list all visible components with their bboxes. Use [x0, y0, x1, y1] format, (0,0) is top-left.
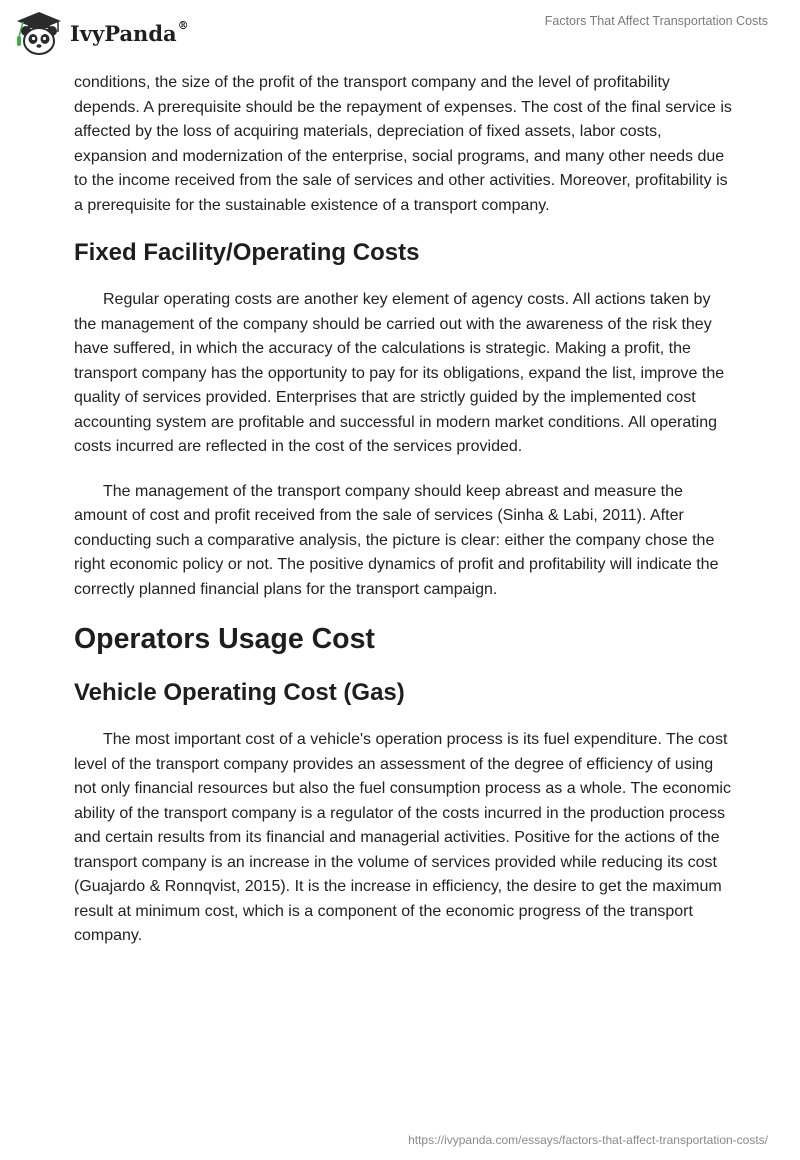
brand-name: [70, 18, 189, 46]
fixed-costs-paragraph-1: Regular operating costs are another key element of agency costs. All actions taken by the management of the company should be carried out with the awareness of the risk they have suffered, in which the accuracy of the calculations is strategic. Making a profit, the transport company has the opportunity to pay for its obligations, expand the list, improve the quality of services provided. Enterprises that are strictly guided by the implemented cost accounting system are profitable and successful in modern market conditions. All operating costs incurred are reflected in the cost of the services provided.: [74, 291, 725, 455]
intro-paragraph: conditions, the size of the profit of the transport company and the level of profitability depends. A prerequisite should be the repayment of expenses. The cost of the final service is affected by the loss of acquiring materials, depreciation of fixed assets, labor costs, expansion and modernization of the enterprise, social programs, and many other needs due to the income received from the sale of services and other activities. Moreover, profitability is a prerequisite for the sustainable existence of a transport company.: [74, 74, 732, 214]
source-url[interactable]: https://ivypanda.com/essays/factors-that-affect-transportation-costs/: [408, 1133, 768, 1147]
section-heading-fixed-costs: Fixed Facility/Operating Costs: [74, 239, 420, 266]
subsection-heading-vehicle-operating-cost: Vehicle Operating Cost (Gas): [74, 679, 405, 706]
panda-logo-icon: [14, 10, 64, 56]
section-heading-operators-usage-cost: Operators Usage Cost: [74, 623, 375, 655]
vehicle-cost-paragraph-1: The most important cost of a vehicle's operation process is its fuel expenditure. The cost level of the transport company provides an assessment of the degree of efficiency of using not only financial resources but also the fuel consumption process as a whole. The economic ability of the transport company is a regulator of the costs incurred in the production process and certain results from its financial and managerial activities. Positive for the actions of the transport company is an increase in the volume of services provided while reducing its cost (Guajardo & Ronnqvist, 2015). It is the increase in efficiency, the desire to get the maximum result at minimum cost, which is a component of the economic progress of the transport company.: [74, 731, 731, 944]
registered-mark: ®: [177, 18, 189, 32]
site-logo[interactable]: [14, 9, 189, 57]
brand-text: IvyPanda: [70, 20, 177, 46]
essay-content: [74, 71, 734, 969]
document-title: Factors That Affect Transportation Costs: [544, 14, 768, 28]
fixed-costs-paragraph-2: The management of the transport company should keep abreast and measure the amount of cost and profit received from the sale of services (Sinha & Labi, 2011). After conducting such a comparative analysis, the picture is clear: either the company chose the right economic policy or not. The positive dynamics of profit and profitability will indicate the correctly planned financial plans for the transport campaign.: [74, 482, 719, 598]
